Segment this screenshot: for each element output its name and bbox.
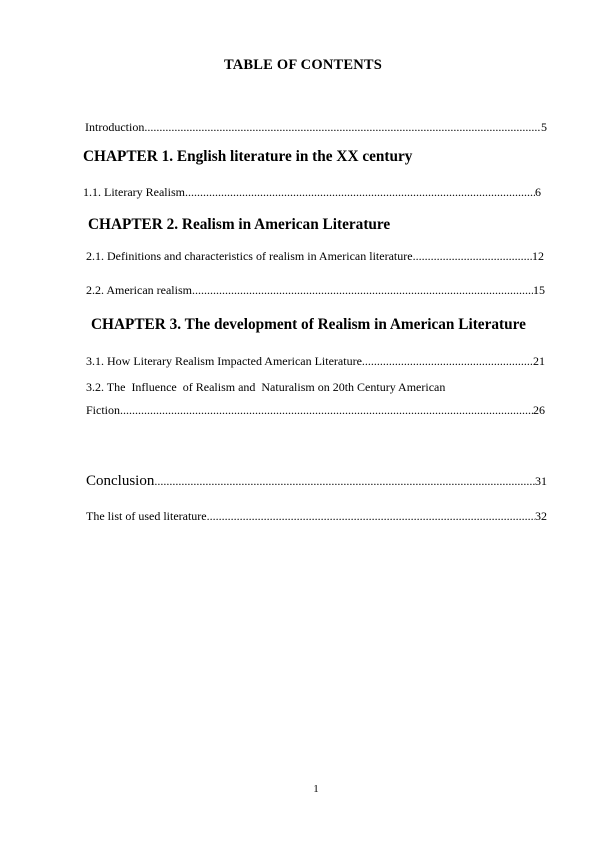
toc-entry-2-1[interactable] [86, 249, 544, 263]
toc-entry-label: 2.2. American realism [86, 283, 192, 297]
page-number: 1 [313, 783, 319, 795]
toc-entry-label: 3.1. How Literary Realism Impacted American Literature [86, 354, 362, 368]
toc-entry-label: The list of used literature [86, 509, 207, 523]
dot-leader [207, 509, 535, 523]
toc-entry-page: 5 [541, 120, 547, 134]
toc-entry-label: Conclusion [86, 473, 155, 489]
toc-entry-conclusion[interactable] [86, 473, 547, 490]
toc-title: TABLE OF CONTENTS [223, 57, 383, 73]
toc-entry-label: 1.1. Literary Realism [83, 185, 185, 199]
chapter-3-heading[interactable]: CHAPTER 3. The development of Realism in American Literature [91, 316, 526, 333]
toc-entry-3-1[interactable] [86, 354, 545, 368]
toc-entry-3-2[interactable] [86, 403, 545, 417]
toc-entry-1-1[interactable] [83, 185, 541, 199]
dot-leader [154, 474, 535, 488]
dot-leader [185, 185, 535, 199]
toc-entry-introduction[interactable] [85, 120, 547, 134]
dot-leader [144, 120, 541, 134]
toc-entry-label: Introduction [85, 120, 145, 134]
toc-entry-label: 2.1. Definitions and characteristics of realism in American literature [86, 249, 413, 263]
toc-entry-page: 31 [535, 474, 547, 488]
toc-entry-page: 26 [533, 403, 545, 417]
toc-entry-page: 6 [535, 185, 541, 199]
toc-entry-page: 21 [533, 354, 545, 368]
dot-leader [192, 283, 533, 297]
dot-leader [120, 403, 533, 417]
toc-entry-3-2-line1[interactable]: 3.2. The Influence of Realism and Naturalism on 20th Century American [86, 380, 446, 394]
toc-entry-page: 15 [533, 283, 545, 297]
dot-leader [413, 249, 532, 263]
dot-leader [362, 354, 533, 368]
toc-entry-page: 32 [535, 509, 547, 523]
toc-entry-2-2[interactable] [86, 283, 545, 297]
toc-entry-label: Fiction [86, 403, 121, 417]
chapter-2-heading[interactable]: CHAPTER 2. Realism in American Literature [88, 216, 391, 233]
chapter-1-heading[interactable]: CHAPTER 1. English literature in the XX century [83, 148, 413, 165]
toc-entry-page: 12 [532, 249, 544, 263]
toc-entry-literature[interactable] [86, 509, 547, 523]
